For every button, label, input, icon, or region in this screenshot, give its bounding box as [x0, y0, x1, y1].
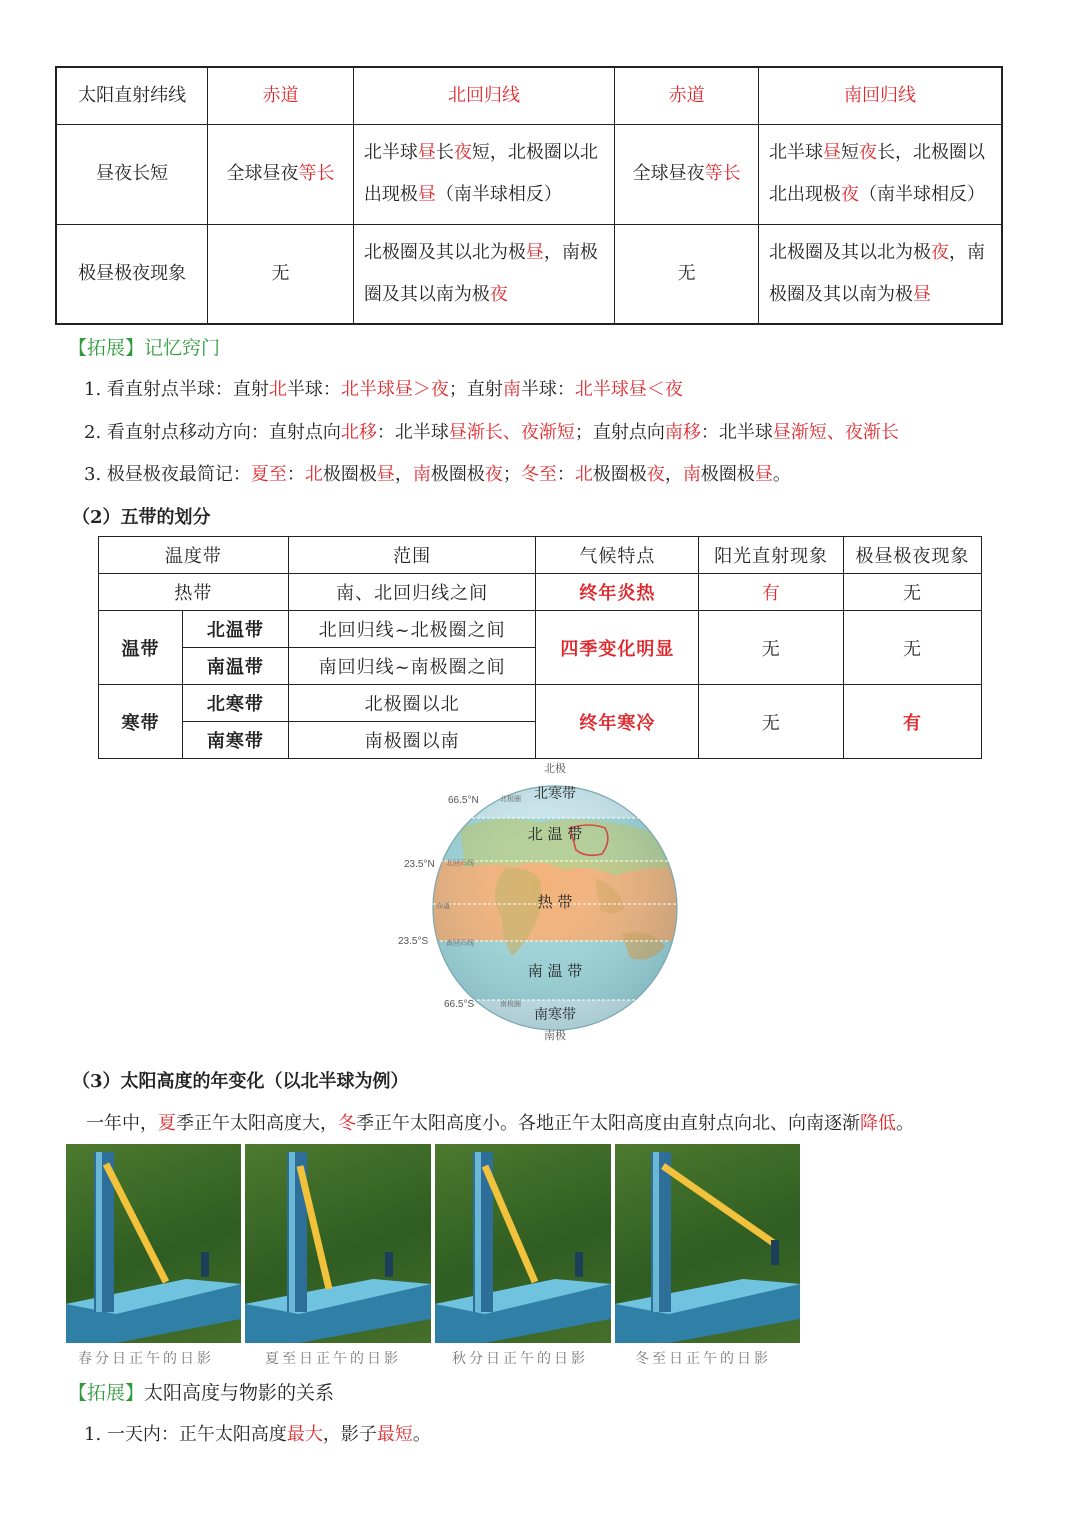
zone-direct-sun: 有 — [699, 574, 844, 611]
photo-caption: 夏至日正午的日影 — [265, 1351, 401, 1367]
zone-label-tropical: 热 带 — [537, 893, 573, 911]
zone-range: 北回归线~北极圈之间 — [288, 611, 536, 648]
tropic-capricorn-label: 南回归线 — [446, 940, 474, 947]
zone-polar: 无 — [844, 611, 982, 685]
antarctic-circle-label: 南极圈 — [500, 1001, 521, 1008]
subzone-name: 北寒带 — [182, 685, 288, 722]
table-cell: 北极圈及其以北为极夜，南极圈及其以南为极昼 — [758, 224, 1002, 324]
table-cell: 无 — [208, 224, 354, 324]
table-cell: 全球昼夜等长 — [208, 124, 354, 224]
lat-23-5n-label: 23.5°N — [404, 859, 435, 870]
zone-name: 寒带 — [99, 685, 183, 759]
row-label: 极昼极夜现象 — [56, 224, 208, 324]
zone-label-north-frigid: 北寒带 — [534, 786, 576, 802]
column-header: 温度带 — [99, 537, 289, 574]
section-3-paragraph: 一年中，夏季正午太阳高度大，冬季正午太阳高度小。各地正午太阳高度由直射点向北、向南逐渐降低。 — [86, 1113, 914, 1134]
lat-66-5n-label: 66.5°N — [448, 795, 479, 806]
arctic-circle-label: 北极圈 — [500, 796, 521, 803]
expand-heading: 【拓展】记忆窍门 — [68, 337, 221, 359]
table-cell: 北半球昼长夜短，北极圈以北出现极昼（南半球相反） — [353, 124, 614, 224]
solar-position-table — [55, 66, 1003, 325]
zone-range: 南极圈以南 — [288, 722, 536, 759]
zone-range: 南、北回归线之间 — [288, 574, 536, 611]
subzone-name: 南寒带 — [182, 722, 288, 759]
tip-line-3: 3. 极昼极夜最简记：夏至：北极圈极昼，南极圈极夜；冬至：北极圈极夜，南极圈极昼。 — [84, 464, 791, 485]
north-pole-label: 北极 — [544, 763, 566, 775]
zone-label-south-frigid: 南寒带 — [534, 1007, 576, 1023]
sundial-photo-winter — [615, 1144, 800, 1343]
zone-label-north-temperate: 北 温 带 — [527, 825, 583, 843]
header-cell: 赤道 — [615, 67, 759, 124]
south-pole-label: 南极 — [544, 1030, 566, 1042]
table-cell: 北半球昼短夜长，北极圈以北出现极夜（南半球相反） — [758, 124, 1002, 224]
subzone-name: 北温带 — [182, 611, 288, 648]
section-title-3: （3）太阳高度的年变化（以北半球为例） — [72, 1071, 409, 1092]
column-header: 极昼极夜现象 — [844, 537, 982, 574]
section-title-2: （2）五带的划分 — [72, 507, 211, 528]
expand-heading-2: 【拓展】太阳高度与物影的关系 — [68, 1382, 335, 1404]
zone-climate: 终年炎热 — [536, 574, 699, 611]
row-label: 太阳直射纬线 — [56, 67, 208, 124]
relation-line-1: 1. 一天内：正午太阳高度最大，影子最短。 — [84, 1424, 431, 1445]
subzone-name: 南温带 — [182, 648, 288, 685]
zone-polar: 有 — [844, 685, 982, 759]
tropic-cancer-label: 北回归线 — [446, 860, 474, 867]
tip-line-2: 2. 看直射点移动方向：直射点向北移：北半球昼渐长、夜渐短；直射点向南移：北半球昼渐短、夜渐长 — [84, 422, 899, 443]
header-cell: 南回归线 — [758, 67, 1002, 124]
zone-direct-sun: 无 — [699, 685, 844, 759]
sundial-photo-spring — [66, 1144, 241, 1343]
table-cell: 北极圈及其以北为极昼，南极圈及其以南为极夜 — [353, 224, 614, 324]
zone-direct-sun: 无 — [699, 611, 844, 685]
zone-polar: 无 — [844, 574, 982, 611]
table-cell: 全球昼夜等长 — [615, 124, 759, 224]
photo-caption: 秋分日正午的日影 — [452, 1351, 588, 1367]
zone-label-south-temperate: 南 温 带 — [527, 962, 583, 980]
zone-name: 温带 — [99, 611, 183, 685]
header-cell: 北回归线 — [353, 67, 614, 124]
zone-climate: 终年寒冷 — [536, 685, 699, 759]
sundial-photo-summer — [245, 1144, 431, 1343]
temperature-zone-table — [98, 536, 982, 759]
zone-climate: 四季变化明显 — [536, 611, 699, 685]
header-cell: 赤道 — [208, 67, 354, 124]
zone-range: 北极圈以北 — [288, 685, 536, 722]
table-cell: 无 — [615, 224, 759, 324]
tip-line-1: 1. 看直射点半球：直射北半球：北半球昼＞夜；直射南半球：北半球昼＜夜 — [84, 379, 683, 400]
row-label: 昼夜长短 — [56, 124, 208, 224]
five-zones-globe — [390, 758, 700, 1048]
photo-caption: 春分日正午的日影 — [78, 1351, 214, 1367]
lat-23-5s-label: 23.5°S — [398, 936, 429, 947]
zone-name: 热带 — [99, 574, 289, 611]
column-header: 范围 — [288, 537, 536, 574]
column-header: 阳光直射现象 — [699, 537, 844, 574]
equator-label: 赤道 — [436, 903, 450, 910]
sundial-photo-autumn — [435, 1144, 611, 1343]
photo-caption: 冬至日正午的日影 — [635, 1351, 771, 1367]
zone-range: 南回归线~南极圈之间 — [288, 648, 536, 685]
column-header: 气候特点 — [536, 537, 699, 574]
lat-66-5s-label: 66.5°S — [444, 999, 475, 1010]
